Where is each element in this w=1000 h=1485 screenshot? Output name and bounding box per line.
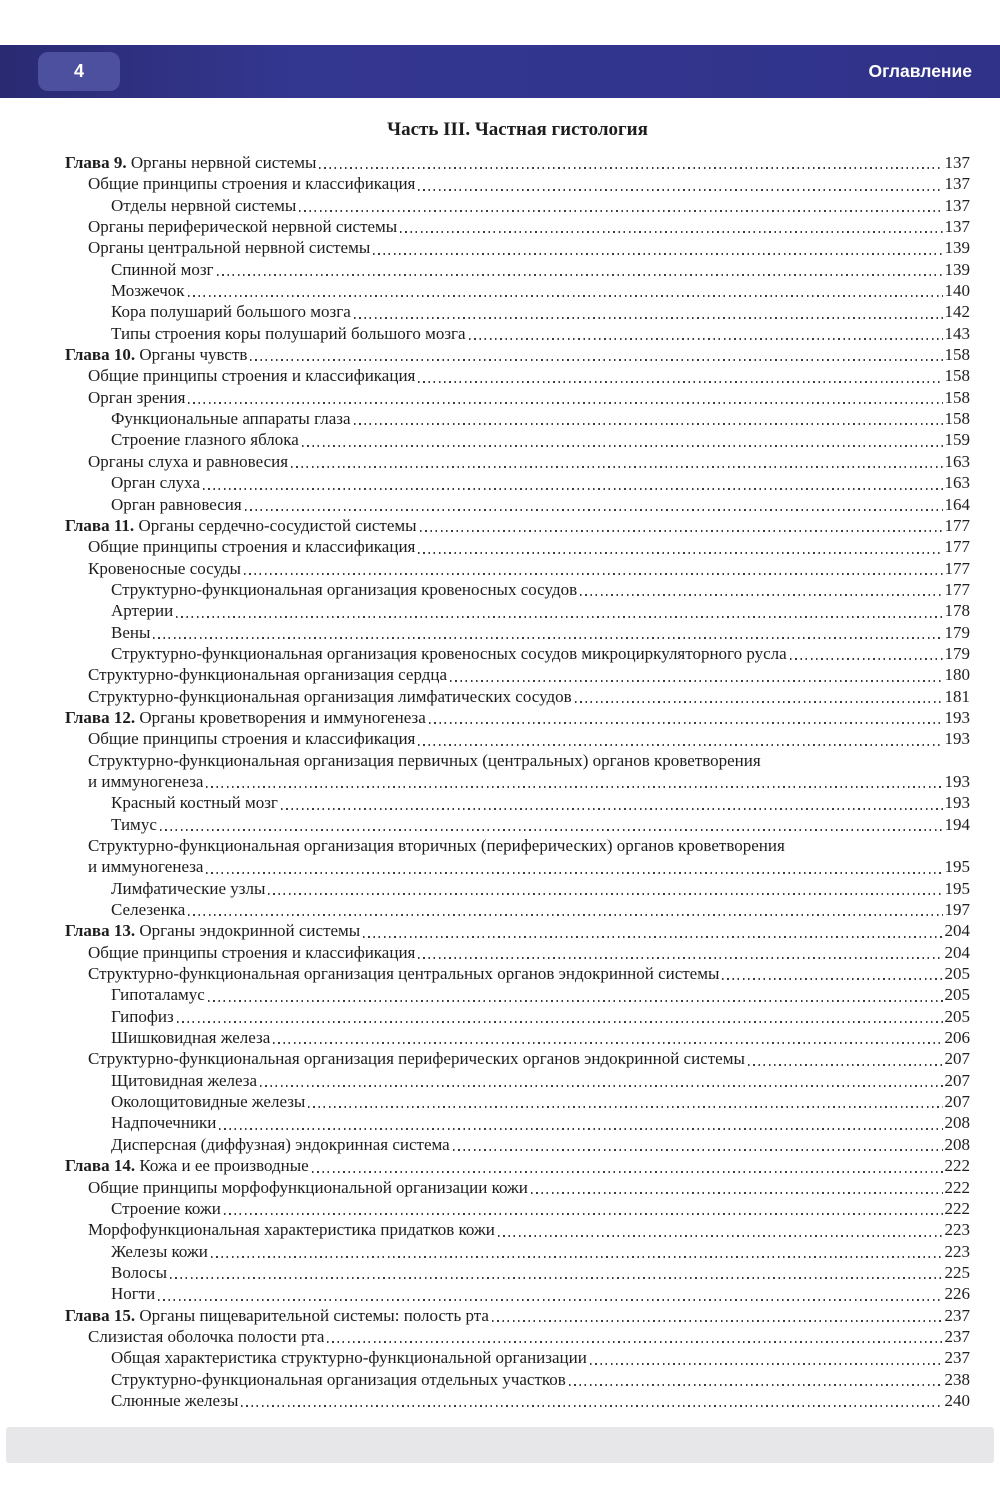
toc-entry-title: Мозжечок	[111, 281, 185, 301]
toc-entry	[65, 643, 970, 664]
dotted-leader	[418, 552, 942, 554]
dotted-leader	[575, 701, 943, 703]
toc-entry-title: Вены	[111, 622, 151, 642]
dotted-leader	[418, 189, 942, 191]
toc-entry-title: Структурно-функциональная организация отдельных участков	[111, 1369, 566, 1389]
toc-entry	[65, 664, 970, 685]
toc-entry	[65, 472, 970, 493]
dotted-leader	[354, 317, 943, 319]
toc-page-number: 137	[944, 153, 970, 172]
dotted-leader	[206, 786, 942, 788]
toc-entry-title: Гипофиз	[111, 1006, 174, 1026]
toc-entry-title: Околощитовидные железы	[111, 1092, 306, 1112]
chapter-prefix: Глава 13.	[65, 921, 140, 941]
toc-entry-title: Органы центральной нервной системы	[88, 238, 371, 258]
toc-entry-title: Общие принципы строения и классификация	[88, 537, 416, 557]
toc-entry-title: Щитовидная железа	[111, 1070, 258, 1090]
toc-entry	[65, 259, 970, 280]
toc-entry	[65, 451, 970, 472]
dotted-leader	[418, 744, 942, 746]
dotted-leader	[302, 445, 943, 447]
toc-entry-title: Отделы нервной системы	[111, 195, 297, 215]
toc-content	[65, 118, 970, 1411]
toc-entry-title: Структурно-функциональная организация сердца	[88, 665, 448, 685]
toc-entry-title: Глава 14. Кожа и ее производные	[65, 1156, 309, 1176]
toc-page-number: 194	[944, 814, 970, 834]
toc-entry-title: Общие принципы строения и классификация	[88, 174, 416, 194]
dotted-leader	[492, 1320, 943, 1322]
toc-entry-title: Глава 12. Органы кроветворения и иммуногенеза	[65, 707, 426, 727]
toc-entry	[65, 1241, 970, 1262]
toc-page-number: 139	[944, 259, 970, 279]
toc-entry-title: Структурно-функциональная организация кровеносных сосудов	[111, 579, 578, 599]
toc-entry	[65, 408, 970, 429]
toc-entry	[65, 1134, 970, 1155]
toc-list	[65, 152, 970, 1411]
toc-entry-title: Надпочечники	[111, 1113, 217, 1133]
toc-page-number: 237	[944, 1305, 970, 1325]
toc-page-number: 158	[944, 345, 970, 365]
dotted-leader	[790, 658, 943, 660]
toc-entry	[65, 984, 970, 1005]
dotted-leader	[250, 359, 942, 361]
toc-page-number: 193	[944, 729, 970, 749]
toc-entry	[65, 1177, 970, 1198]
toc-entry	[65, 686, 970, 707]
toc-page-number: 177	[944, 558, 970, 578]
dotted-leader	[158, 1299, 942, 1301]
toc-entry-title: Орган слуха	[111, 473, 200, 493]
page-bottom-edge	[6, 1427, 994, 1463]
dotted-leader	[208, 1000, 943, 1002]
toc-entry	[65, 195, 970, 216]
toc-page-number: 195	[944, 878, 970, 898]
dotted-leader	[224, 1213, 943, 1215]
dotted-leader	[241, 1405, 942, 1407]
toc-entry-title: Строение глазного яблока	[111, 430, 299, 450]
toc-page-number: 208	[944, 1113, 970, 1133]
toc-entry-title: Структурно-функциональная организация кровеносных сосудов микроциркуляторного русла	[111, 643, 787, 663]
toc-entry-title: Общие принципы строения и классификация	[88, 366, 416, 386]
toc-entry	[65, 558, 970, 579]
toc-page-number: 207	[944, 1070, 970, 1090]
chapter-prefix: Глава 11.	[65, 515, 139, 535]
toc-entry	[65, 792, 970, 813]
toc-page-number: 207	[944, 1049, 970, 1069]
dotted-leader	[429, 722, 943, 724]
toc-page-number: 179	[944, 622, 970, 642]
toc-entry-title: Селезенка	[111, 900, 186, 920]
dotted-leader	[188, 402, 942, 404]
toc-entry-title: Структурно-функциональная организация первичных (центральных) органов кроветворения	[88, 750, 761, 770]
dotted-leader	[450, 680, 942, 682]
dotted-leader	[363, 936, 942, 938]
toc-entry-title: Лимфатические узлы	[111, 878, 266, 898]
dotted-leader	[722, 978, 942, 980]
toc-page-number: 237	[944, 1326, 970, 1346]
toc-entry	[65, 878, 970, 899]
toc-entry	[65, 771, 970, 792]
toc-page-number: 197	[944, 900, 970, 920]
toc-page-number: 204	[944, 921, 970, 941]
toc-page-number: 159	[944, 430, 970, 450]
toc-page-number: 208	[944, 1134, 970, 1154]
toc-entry-title: Структурно-функциональная организация периферических органов эндокринной системы	[88, 1049, 745, 1069]
toc-page-number: 140	[944, 281, 970, 301]
toc-entry-title: Органы периферической нервной системы	[88, 217, 398, 237]
toc-page-number: 163	[944, 473, 970, 493]
toc-entry-title: Орган равновесия	[111, 494, 242, 514]
chapter-prefix: Глава 15.	[65, 1305, 140, 1325]
toc-entry	[65, 835, 970, 856]
toc-entry-title: Общие принципы морфофункциональной организации кожи	[88, 1177, 528, 1197]
dotted-leader	[217, 274, 943, 276]
toc-entry-title: Глава 10. Органы чувств	[65, 345, 248, 365]
toc-entry-title: Шишковидная железа	[111, 1028, 271, 1048]
dotted-leader	[569, 1384, 943, 1386]
toc-entry	[65, 600, 970, 621]
toc-entry	[65, 387, 970, 408]
chapter-prefix: Глава 12.	[65, 707, 140, 727]
toc-page-number: 207	[944, 1092, 970, 1112]
toc-entry	[65, 1070, 970, 1091]
toc-entry	[65, 1155, 970, 1176]
chapter-prefix: Глава 9.	[65, 153, 131, 172]
toc-entry-title: Общие принципы строения и классификация	[88, 942, 416, 962]
toc-page-number: 164	[944, 494, 970, 514]
toc-page-number: 177	[944, 537, 970, 557]
toc-entry	[65, 216, 970, 237]
dotted-leader	[273, 1042, 942, 1044]
toc-page-number: 177	[944, 515, 970, 535]
toc-entry-title: Глава 9. Органы нервной системы	[65, 153, 317, 172]
toc-entry	[65, 814, 970, 835]
toc-entry-title: Глава 13. Органы эндокринной системы	[65, 921, 361, 941]
toc-entry-title: Кровеносные сосуды	[88, 558, 241, 578]
toc-entry	[65, 429, 970, 450]
toc-entry	[65, 344, 970, 365]
toc-entry-title: Артерии	[111, 601, 174, 621]
dotted-leader	[498, 1235, 943, 1237]
toc-entry	[65, 1283, 970, 1304]
toc-entry	[65, 1027, 970, 1048]
toc-entry-title: Органы слуха и равновесия	[88, 451, 289, 471]
dotted-leader	[219, 1128, 942, 1130]
dotted-leader	[281, 808, 943, 810]
toc-entry-title: Слюнные железы	[111, 1390, 239, 1410]
dotted-leader	[206, 872, 942, 874]
dotted-leader	[400, 231, 942, 233]
toc-entry	[65, 728, 970, 749]
toc-entry	[65, 856, 970, 877]
toc-entry	[65, 1347, 970, 1368]
dotted-leader	[188, 914, 942, 916]
dotted-leader	[299, 210, 942, 212]
dotted-leader	[580, 594, 942, 596]
toc-page-number: 158	[944, 366, 970, 386]
toc-page-number: 223	[944, 1241, 970, 1261]
toc-entry-title: Структурно-функциональная организация лимфатических сосудов	[88, 686, 572, 706]
dotted-leader	[354, 423, 943, 425]
dotted-leader	[260, 1085, 942, 1087]
toc-page-number: 137	[944, 217, 970, 237]
toc-entry	[65, 1006, 970, 1027]
toc-page-number: 223	[944, 1220, 970, 1240]
dotted-leader	[211, 1256, 943, 1258]
toc-page-number: 139	[944, 238, 970, 258]
dotted-leader	[453, 1149, 943, 1151]
toc-page-number: 137	[944, 195, 970, 215]
toc-page-number: 193	[944, 707, 970, 727]
dotted-leader	[312, 1171, 943, 1173]
toc-entry-title: Функциональные аппараты глаза	[111, 409, 351, 429]
toc-page-number: 178	[944, 601, 970, 621]
toc-entry	[65, 1112, 970, 1133]
toc-page-number: 205	[944, 1006, 970, 1026]
dotted-leader	[244, 573, 943, 575]
toc-entry	[65, 942, 970, 963]
dotted-leader	[203, 488, 943, 490]
toc-entry-title: Красный костный мозг	[111, 793, 278, 813]
toc-entry-title: Глава 11. Органы сердечно-сосудистой системы	[65, 515, 417, 535]
toc-entry-title: Спинной мозг	[111, 259, 214, 279]
toc-entry	[65, 152, 970, 173]
dotted-leader	[177, 1021, 943, 1023]
page-number-badge	[38, 52, 120, 91]
toc-entry	[65, 1262, 970, 1283]
toc-entry-title: и иммуногенеза	[88, 771, 204, 791]
chapter-prefix: Глава 14.	[65, 1156, 140, 1176]
toc-entry	[65, 1048, 970, 1069]
toc-entry	[65, 579, 970, 600]
toc-entry-title: Ногти	[111, 1284, 156, 1304]
toc-entry-title: Типы строения коры полушарий большого мозга	[111, 323, 466, 343]
toc-page-number: 137	[944, 174, 970, 194]
toc-entry-title: Волосы	[111, 1262, 167, 1282]
dotted-leader	[327, 1341, 942, 1343]
toc-page-number: 179	[944, 643, 970, 663]
dotted-leader	[469, 338, 943, 340]
part-title: Часть III. Частная гистология	[387, 119, 648, 140]
dotted-leader	[418, 957, 942, 959]
toc-entry	[65, 173, 970, 194]
toc-entry	[65, 750, 970, 771]
toc-entry	[65, 920, 970, 941]
toc-page-number: 177	[944, 579, 970, 599]
toc-entry	[65, 707, 970, 728]
toc-page-number: 206	[944, 1028, 970, 1048]
toc-entry	[65, 237, 970, 258]
toc-entry-title: Тимус	[111, 814, 157, 834]
toc-entry	[65, 365, 970, 386]
dotted-leader	[291, 466, 942, 468]
toc-entry	[65, 1091, 970, 1112]
chapter-prefix: Глава 10.	[65, 345, 140, 365]
toc-page-number: 143	[944, 323, 970, 343]
toc-entry-title: и иммуногенеза	[88, 857, 204, 877]
page-number: 4	[73, 61, 84, 81]
toc-entry-title: Слизистая оболочка полости рта	[88, 1326, 325, 1346]
toc-page-number: 158	[944, 387, 970, 407]
toc-entry	[65, 1369, 970, 1390]
toc-page-number: 193	[944, 771, 970, 791]
toc-entry	[65, 280, 970, 301]
toc-entry-title: Гипоталамус	[111, 985, 205, 1005]
toc-page-number: 237	[944, 1348, 970, 1368]
running-title: Оглавление	[868, 61, 972, 81]
toc-page-number: 226	[944, 1284, 970, 1304]
dotted-leader	[170, 1277, 943, 1279]
dotted-leader	[188, 295, 943, 297]
toc-entry	[65, 515, 970, 536]
toc-entry-title: Структурно-функциональная организация вторичных (периферических) органов кроветворения	[88, 836, 785, 855]
toc-page-number: 142	[944, 302, 970, 322]
toc-entry-title: Структурно-функциональная организация центральных органов эндокринной системы	[88, 964, 720, 984]
toc-entry	[65, 899, 970, 920]
dotted-leader	[420, 530, 943, 532]
toc-page-number: 181	[944, 686, 970, 706]
dotted-leader	[531, 1192, 943, 1194]
toc-entry-title: Общие принципы строения и классификация	[88, 729, 416, 749]
toc-page-number: 205	[944, 985, 970, 1005]
toc-entry-title: Орган зрения	[88, 387, 186, 407]
toc-page-number: 195	[944, 857, 970, 877]
toc-entry	[65, 1219, 970, 1240]
toc-page-number: 240	[944, 1390, 970, 1410]
toc-entry-title: Железы кожи	[111, 1241, 208, 1261]
dotted-leader	[373, 253, 942, 255]
dotted-leader	[268, 893, 942, 895]
toc-entry	[65, 1390, 970, 1411]
toc-entry-title: Кора полушарий большого мозга	[111, 302, 351, 322]
toc-page-number: 205	[944, 964, 970, 984]
dotted-leader	[308, 1106, 942, 1108]
dotted-leader	[160, 829, 943, 831]
dotted-leader	[153, 637, 942, 639]
toc-entry	[65, 1326, 970, 1347]
toc-entry	[65, 622, 970, 643]
toc-page-number: 163	[944, 451, 970, 471]
toc-entry-title: Глава 15. Органы пищеварительной системы: полость рта	[65, 1305, 489, 1325]
dotted-leader	[245, 509, 943, 511]
toc-entry-title: Морфофункциональная характеристика придатков кожи	[88, 1220, 495, 1240]
page-header-band	[0, 45, 1000, 98]
toc-entry	[65, 963, 970, 984]
toc-entry	[65, 323, 970, 344]
toc-entry	[65, 1198, 970, 1219]
toc-page-number: 204	[944, 942, 970, 962]
toc-page-number: 158	[944, 409, 970, 429]
toc-entry-title: Общая характеристика структурно-функциональной организации	[111, 1348, 587, 1368]
toc-entry-title: Строение кожи	[111, 1198, 221, 1218]
toc-entry	[65, 1305, 970, 1326]
toc-page-number: 222	[944, 1156, 970, 1176]
dotted-leader	[590, 1363, 943, 1365]
dotted-leader	[748, 1064, 943, 1066]
dotted-leader	[176, 616, 942, 618]
toc-page-number: 225	[944, 1262, 970, 1282]
toc-page-number: 238	[944, 1369, 970, 1389]
dotted-leader	[418, 381, 942, 383]
toc-entry-title: Дисперсная (диффузная) эндокринная система	[111, 1134, 450, 1154]
toc-page-number: 222	[944, 1177, 970, 1197]
toc-entry	[65, 301, 970, 322]
toc-page-number: 193	[944, 793, 970, 813]
toc-entry	[65, 536, 970, 557]
dotted-leader	[319, 167, 942, 169]
toc-page-number: 180	[944, 665, 970, 685]
toc-entry	[65, 494, 970, 515]
toc-page-number: 222	[944, 1198, 970, 1218]
